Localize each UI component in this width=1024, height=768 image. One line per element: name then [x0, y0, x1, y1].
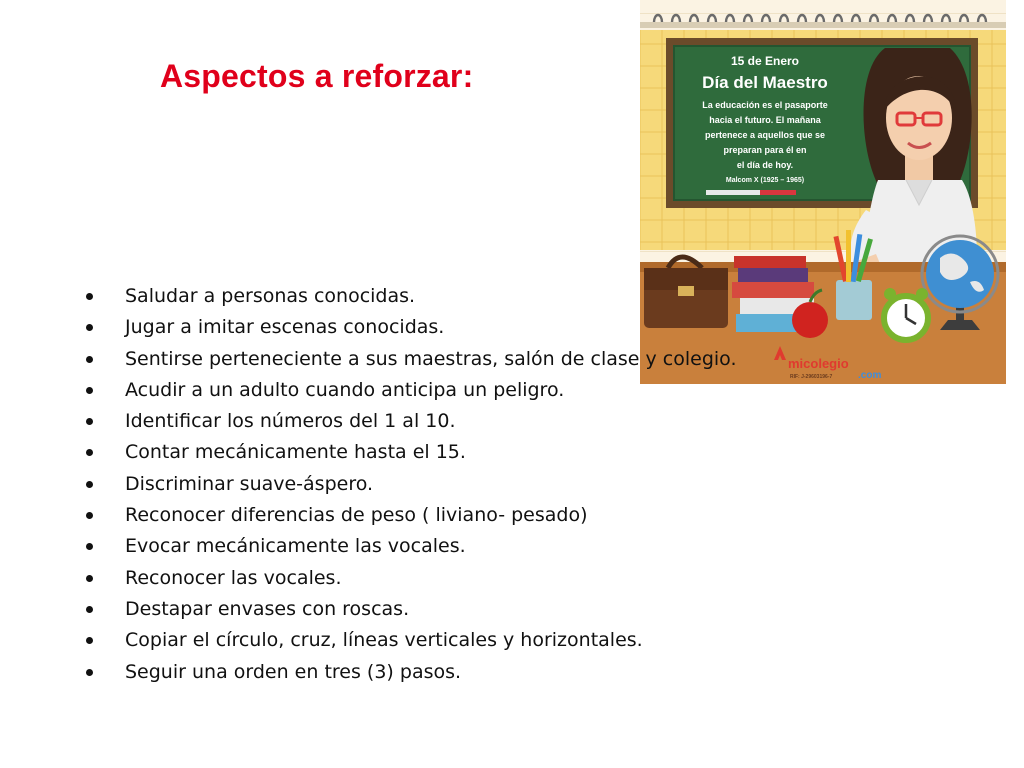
bullet-dot	[86, 669, 93, 676]
bullet-dot	[86, 512, 93, 519]
logo-text: micolegio	[788, 356, 849, 371]
list-item-text: Sentirse perteneciente a sus maestras, salón de clase y colegio.	[125, 347, 737, 370]
bullet-dot	[86, 418, 93, 425]
bullet-dot	[86, 543, 93, 550]
list-item-text: Reconocer las vocales.	[125, 566, 342, 589]
poster-heading: Día del Maestro	[702, 73, 828, 92]
logo-suffix: .com	[858, 370, 882, 381]
list-item	[84, 406, 754, 437]
list-item	[84, 344, 754, 375]
list-item	[84, 625, 754, 656]
list-item-text: Discriminar suave-áspero.	[125, 472, 374, 495]
list-item	[84, 281, 754, 312]
list-item-text: Reconocer diferencias de peso ( liviano- pesado)	[125, 504, 588, 527]
alarm-clock-icon	[884, 288, 928, 340]
list-item	[84, 375, 754, 406]
list-item	[84, 531, 754, 562]
bullet-dot	[86, 356, 93, 363]
poster-date: 15 de Enero	[730, 54, 800, 68]
list-item-text: Evocar mecánicamente las vocales.	[125, 535, 466, 558]
list-item	[84, 594, 754, 625]
poster-quote-line: La educación es el pasaporte	[702, 100, 828, 110]
list-item-text: Jugar a imitar escenas conocidas.	[125, 316, 445, 339]
slide-title: Aspectos a reforzar:	[160, 58, 474, 94]
list-item-text: Acudir a un adulto cuando anticipa un peligro.	[125, 378, 565, 401]
poster-quote-line: hacia el futuro. El mañana	[709, 115, 821, 125]
poster-quote-line: pertenece a aquellos que se	[704, 130, 826, 140]
list-item	[84, 437, 754, 468]
bullet-dot	[86, 481, 93, 488]
bullet-dot	[86, 575, 93, 582]
list-item	[84, 563, 754, 594]
bullet-dot	[86, 324, 93, 331]
bullet-dot	[86, 293, 93, 300]
list-item	[84, 657, 754, 688]
poster-author: Malcom X (1925 – 1965)	[725, 177, 805, 184]
bullet-dot	[86, 637, 93, 644]
poster-quote-line: preparan para él en	[723, 145, 807, 155]
poster-quote-line: el día de hoy.	[736, 160, 794, 170]
list-item	[84, 469, 754, 500]
list-item-text: Contar mecánicamente hasta el 15.	[125, 441, 466, 464]
list-item-text: Destapar envases con roscas.	[125, 597, 410, 620]
list-item-text: Copiar el círculo, cruz, líneas verticales y horizontales.	[125, 629, 643, 652]
list-item-text: Identificar los números del 1 al 10.	[125, 410, 456, 433]
list-item	[84, 312, 754, 343]
bullet-dot	[86, 449, 93, 456]
list-item-text: Saludar a personas conocidas.	[125, 285, 416, 307]
list-item-text: Seguir una orden en tres (3) pasos.	[125, 660, 462, 683]
reinforcement-list	[84, 281, 754, 688]
logo-ref: RIF: J-29603196-7	[790, 374, 833, 380]
bullet-dot	[86, 606, 93, 613]
bullet-dot	[86, 387, 93, 394]
list-item	[84, 500, 754, 531]
